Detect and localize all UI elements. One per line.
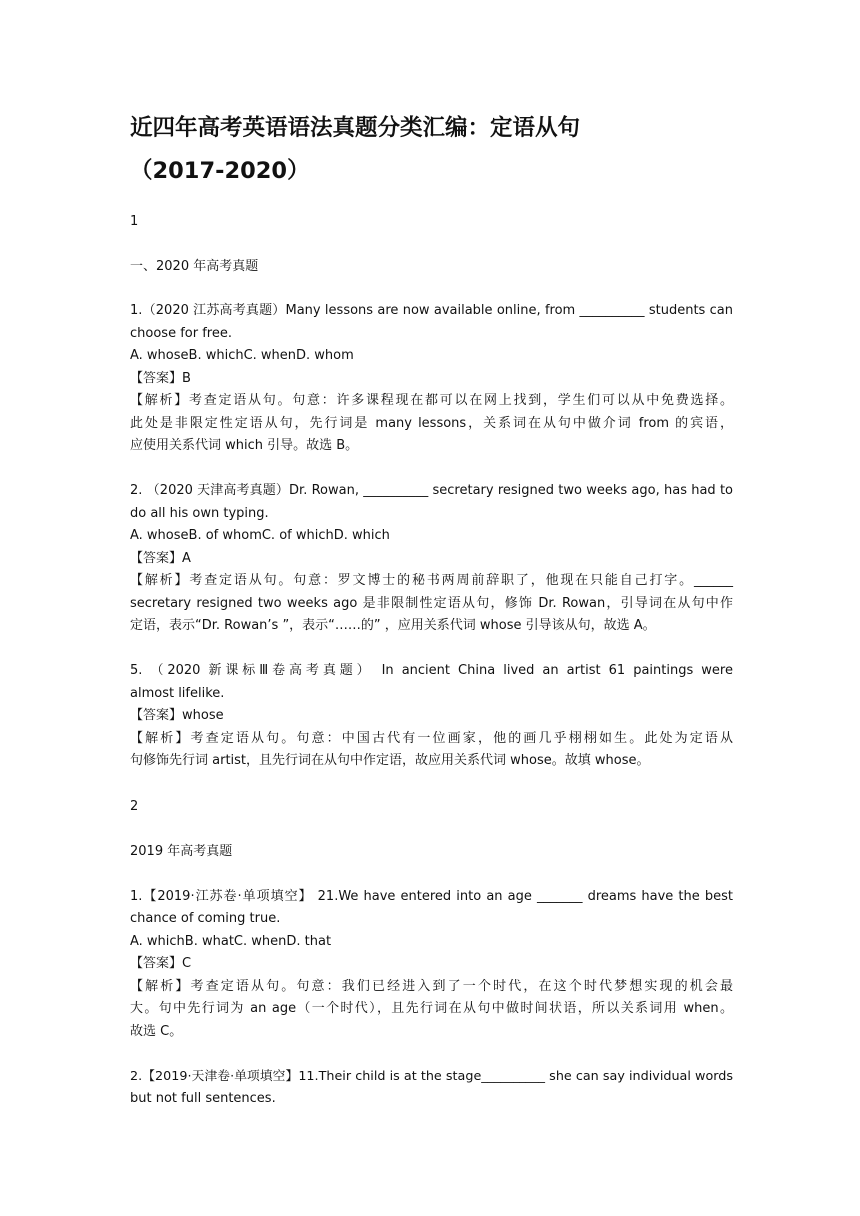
section-number-2: 2 (130, 799, 139, 814)
question-5-blank-number: 61 (608, 663, 626, 678)
question-2019-1-text-cont: chance of coming true. (130, 911, 281, 926)
question-1-explanation-end: 应使用关系代词 which 引导。故选 B。 (130, 438, 359, 453)
question-1-text: 1.（2020 江苏高考真题）Many lessons are now available online, from __________ students can (130, 303, 733, 318)
question-2-explanation: 【解析】考查定语从句。句意：罗文博士的秘书两周前辞职了，他现在只能自己打字。______ (130, 573, 733, 588)
question-1-options: A. whoseB. whichC. whenD. whom (130, 348, 354, 363)
question-2-explanation-cont: secretary resigned two weeks ago 是非限制性定语从句，修饰 Dr. Rowan，引导词在从句中作 (130, 596, 733, 611)
section-number-1: 1 (130, 214, 139, 229)
question-5-text (130, 660, 733, 683)
question-5-answer: 【答案】whose (130, 708, 224, 723)
question-1-explanation: 【解析】考查定语从句。句意：许多课程现在都可以在网上找到，学生们可以从中免费选择。 (130, 393, 733, 408)
question-2019-1-answer: 【答案】C (130, 956, 192, 971)
question-2019-2-text: 2.【2019·天津卷·单项填空】11.Their child is at the stage__________ she can say individual words (130, 1069, 733, 1084)
question-2019-1-options: A. whichB. whatC. whenD. that (130, 934, 332, 949)
question-2019-1-explanation-end: 故选 C。 (130, 1024, 183, 1039)
question-1-explanation-cont: 此处是非限定性定语从句，先行词是 many lessons，关系词在从句中做介词 from 的宾语， (130, 416, 733, 431)
question-5-explanation: 【解析】考查定语从句。句意：中国古代有一位画家，他的画几乎栩栩如生。此处为定语从 (130, 731, 733, 746)
question-5-explanation-cont: 句修饰先行词 artist，且先行词在从句中作定语，故应用关系代词 whose。故填 whose。 (130, 753, 650, 768)
question-2019-1-text: 1.【2019·江苏卷·单项填空】 21.We have entered into an age _______ dreams have the best (130, 889, 733, 904)
question-2019-1-explanation-cont: 大。句中先行词为 an age（一个时代），且先行词在从句中做时间状语，所以关系词用 when。 (130, 1001, 733, 1016)
section-heading-2019: 2019 年高考真题 (130, 844, 233, 859)
document-title: 近四年高考英语语法真题分类汇编：定语从句 (130, 115, 581, 141)
question-5-text-start: 5. （2020 新课标Ⅲ卷高考真题） In ancient China lived an artist (130, 663, 601, 678)
question-2019-2-text-cont: but not full sentences. (130, 1091, 276, 1106)
question-2-explanation-end: 定语，表示“Dr. Rowan’s ”，表示“……的” ，应用关系代词 whose 引导该从句，故选 A。 (130, 618, 656, 633)
question-5-text-end: paintings were (633, 663, 733, 678)
question-2-text-cont: do all his own typing. (130, 506, 269, 521)
question-2-answer: 【答案】A (130, 551, 191, 566)
section-heading-2020: 一、2020 年高考真题 (130, 259, 259, 274)
question-1-answer: 【答案】B (130, 371, 191, 386)
document-title-years: （2017-2020） (130, 158, 310, 184)
question-2-text: 2. （2020 天津高考真题）Dr. Rowan, __________ secretary resigned two weeks ago, has had to (130, 483, 733, 498)
question-1-text-cont: choose for free. (130, 326, 232, 341)
question-2019-1-explanation: 【解析】考查定语从句。句意：我们已经进入到了一个时代，在这个时代梦想实现的机会最 (130, 979, 733, 994)
question-2-options: A. whoseB. of whomC. of whichD. which (130, 528, 390, 543)
question-5-text-cont: almost lifelike. (130, 686, 225, 701)
